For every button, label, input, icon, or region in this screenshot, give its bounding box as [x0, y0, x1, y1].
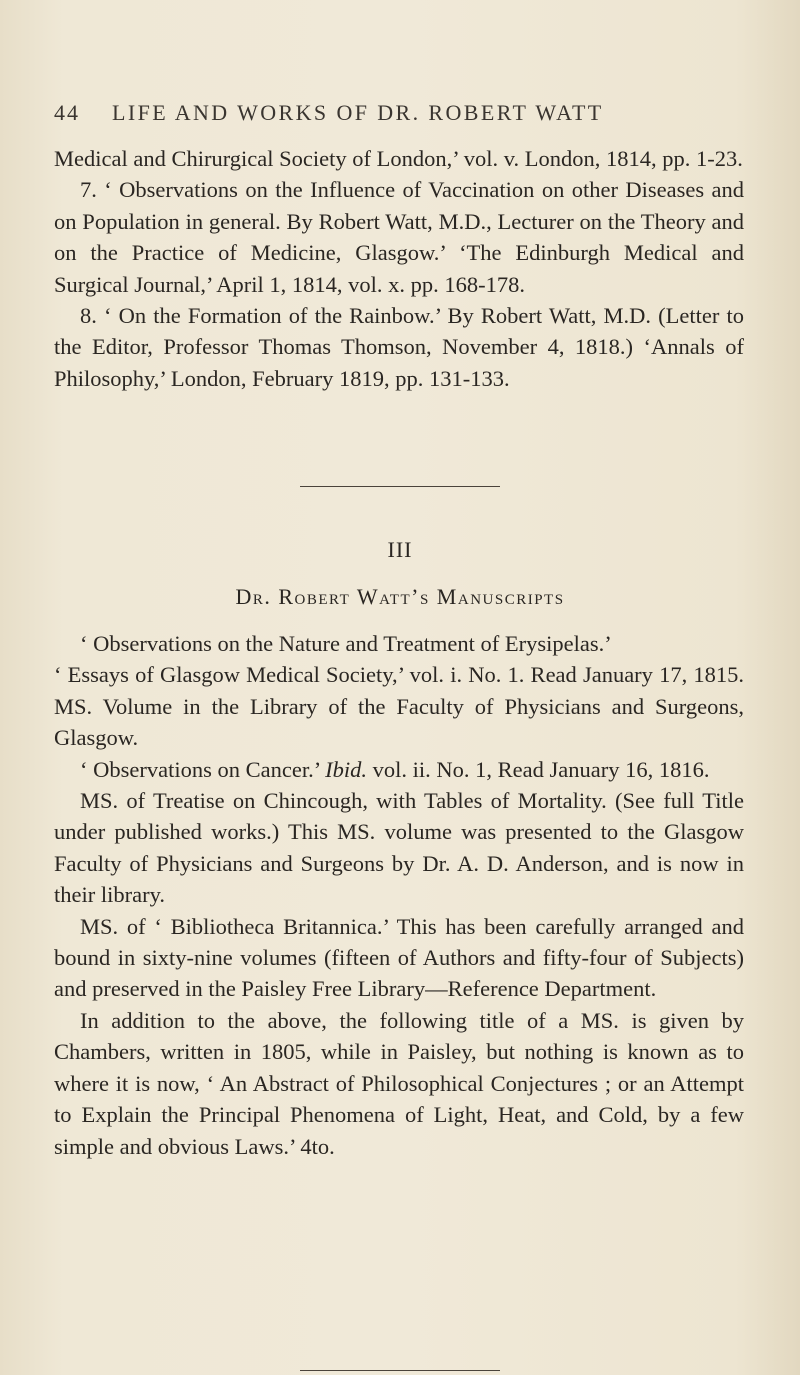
section-title: Dr. Robert Watt’s Manuscripts: [235, 584, 565, 609]
reference-continuation: Medical and Chirurgical Society of London,’ vol. v. London, 1814, pp. 1-23.: [54, 146, 743, 171]
manuscript-erysipelas: ‘ Observations on the Nature and Treatment of Erysipelas.’: [80, 631, 612, 656]
reference-item-8: 8. ‘ On the Formation of the Rainbow.’ By Robert Watt, M.D. (Letter to the Editor, Professor Thomas Thomson, November 4, 1818.) ‘Annals of Philosophy,’ London, February 1819, pp. 131-133.: [54, 303, 744, 391]
publication-references: [54, 143, 744, 394]
section-divider: [300, 486, 500, 487]
section-numeral: III: [387, 537, 413, 562]
manuscript-abstract: In addition to the above, the following title of a MS. is given by Chambers, written in 1805, while in Paisley, but nothing is known as to where it is now, ‘ An Abstract of Philosophical Conjectures ; or an Attempt to Explain the Principal Phenomena of Light, Heat, and Cold, by a few simple and obvious Laws.’ 4to.: [54, 1007, 744, 1159]
running-head: [54, 100, 654, 136]
end-divider: [300, 1370, 500, 1371]
manuscript-essays: ‘ Essays of Glasgow Medical Society,’ vol. i. No. 1. Read January 17, 1815. MS. Volume in the Library of the Faculty of Physicians and Surgeons, Glasgow.: [54, 662, 744, 751]
manuscripts-list: [54, 628, 744, 1162]
manuscript-chincough: MS. of Treatise on Chincough, with Tables of Mortality. (See full Title under published works.) This MS. volume was presented to the Glasgow Faculty of Physicians and Surgeons by Dr. A. D. Anderson, and is now in their library.: [54, 788, 744, 908]
ibid-text: Ibid.: [325, 756, 368, 782]
reference-item-7: 7. ‘ Observations on the Influence of Vaccination on other Diseases and on Population in general. By Robert Watt, M.D., Lecturer on the Theory and on the Practice of Medicine, Glasgow.’ ‘The Edinburgh Medical and Surgical Journal,’ April 1, 1814, vol. x. pp. 168-178.: [54, 177, 744, 297]
page-number: 44: [54, 100, 80, 125]
cancer-details: vol. ii. No. 1, Read January 16, 1816.: [367, 756, 710, 782]
running-head-title: LIFE AND WORKS OF DR. ROBERT WATT: [112, 100, 604, 125]
manuscript-bibliotheca: MS. of ‘ Bibliotheca Britannica.’ This has been carefully arranged and bound in sixty-nine volumes (fifteen of Authors and fifty-four of Subjects) and preserved in the Paisley Free Library—Reference Department.: [54, 913, 744, 1002]
cancer-title: ‘ Observations on Cancer.’: [80, 756, 326, 782]
manuscript-cancer: [54, 754, 744, 785]
